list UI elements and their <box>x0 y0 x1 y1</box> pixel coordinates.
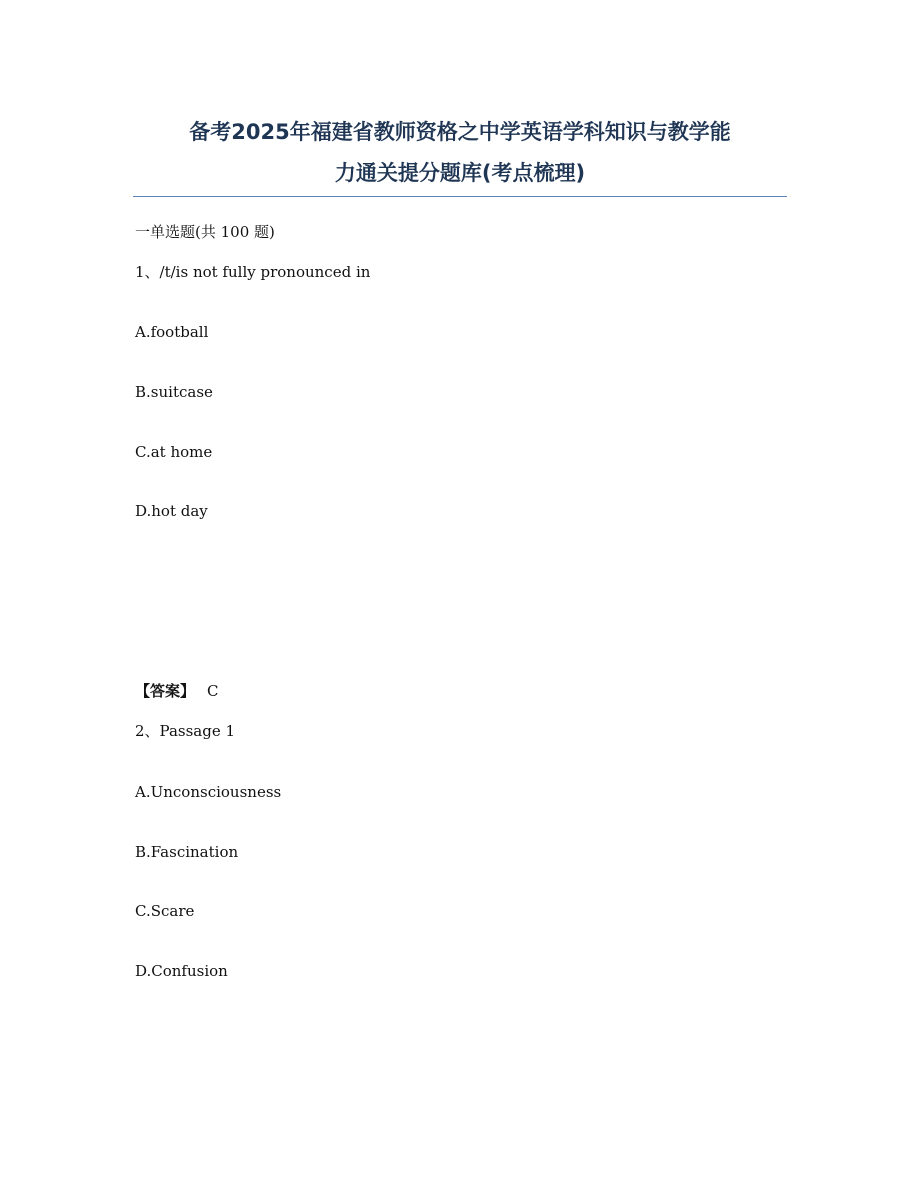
question-2-option-b: B.Fascination <box>135 843 239 861</box>
question-2-stem: 2、Passage 1 <box>135 722 236 740</box>
question-1-stem: 1、/t/is not fully pronounced in <box>135 263 371 281</box>
question-1-option-c: C.at home <box>135 443 213 461</box>
document-title-line-1: 备考2025年福建省教师资格之中学英语学科知识与教学能 <box>189 120 731 144</box>
question-2-option-d: D.Confusion <box>135 962 228 980</box>
section-heading: 一单选题(共 100 题) <box>135 223 275 241</box>
title-divider <box>133 196 787 197</box>
question-1-option-a: A.football <box>135 323 209 341</box>
question-2-option-a: A.Unconsciousness <box>135 783 282 801</box>
question-1-option-b: B.suitcase <box>135 383 213 401</box>
answer-value: C <box>207 682 219 700</box>
question-2-option-c: C.Scare <box>135 902 195 920</box>
question-1-option-d: D.hot day <box>135 502 208 520</box>
answer-label: 【答案】 <box>135 682 196 700</box>
question-1-answer <box>135 681 219 701</box>
document-title-line-2: 力通关提分题库(考点梳理) <box>334 161 586 185</box>
